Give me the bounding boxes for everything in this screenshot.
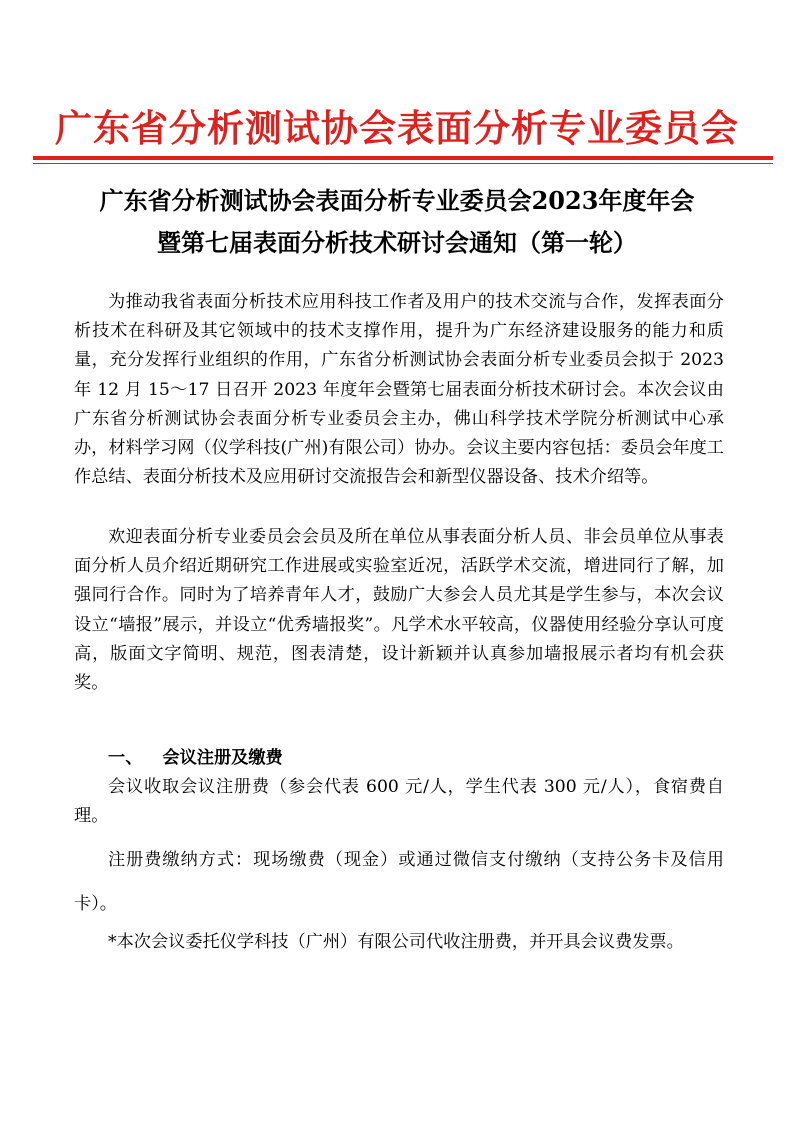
letterhead-rule-thick — [33, 156, 773, 160]
section-number: 一、 — [108, 748, 143, 768]
intro-paragraph: 为推动我省表面分析技术应用科技工作者及用户的技术交流与合作，发挥表面分析技术在科研及其它领域中的技术支撑作用，提升为广东经济建设服务的能力和质量，充分发挥行业组织的作用，广东省分析测试协会表面分析专业委员会拟于 2023 年 12 月 15～17 日召开 2023 年度年会暨第七届表面分析技术研讨会。本次会议由广东省分析测试协会表面分析专业委员会主办，佛山科学技术学院分析测试中心承办，材料学习网（仪学科技(广州)有限公司）协办。会议主要内容包括：委员会年度工作总结、表面分析技术及应用研讨交流报告会和新型仪器设备、技术介绍等。 — [74, 292, 724, 488]
letterhead-rule-thin — [33, 163, 773, 164]
document-title-line-1: 广东省分析测试协会表面分析专业委员会2023年度年会 — [99, 186, 695, 215]
registration-fee-paragraph: 会议收取会议注册费（参会代表 600 元/人，学生代表 300 元/人），食宿费自理。 — [74, 777, 724, 827]
document-title-line-2: 暨第七届表面分析技术研讨会通知（第一轮） — [157, 228, 637, 257]
section-heading-text: 会议注册及缴费 — [162, 748, 283, 768]
section-heading-registration — [108, 745, 283, 771]
payment-method-paragraph: 注册费缴纳方式：现场缴费（现金）或通过微信支付缴纳（支持公务卡及信用卡）。 — [74, 850, 724, 914]
letterhead-org-name: 广东省分析测试协会表面分析专业委员会 — [55, 106, 739, 150]
welcome-paragraph: 欢迎表面分析专业委员会会员及所在单位从事表面分析人员、非会员单位从事表面分析人员介绍近期研究工作进展或实验室近况，活跃学术交流，增进同行了解，加强同行合作。同时为了培养青年人才，鼓励广大参会人员尤其是学生参与，本次会议设立“墙报”展示，并设立“优秀墙报奖”。凡学术水平较高，仪器使用经验分享认可度高，版面文字简明、规范，图表清楚，设计新颖并认真参加墙报展示者均有机会获奖。 — [74, 527, 724, 694]
invoice-note: *本次会议委托仪学科技（广州）有限公司代收注册费，并开具会议费发票。 — [108, 932, 684, 952]
